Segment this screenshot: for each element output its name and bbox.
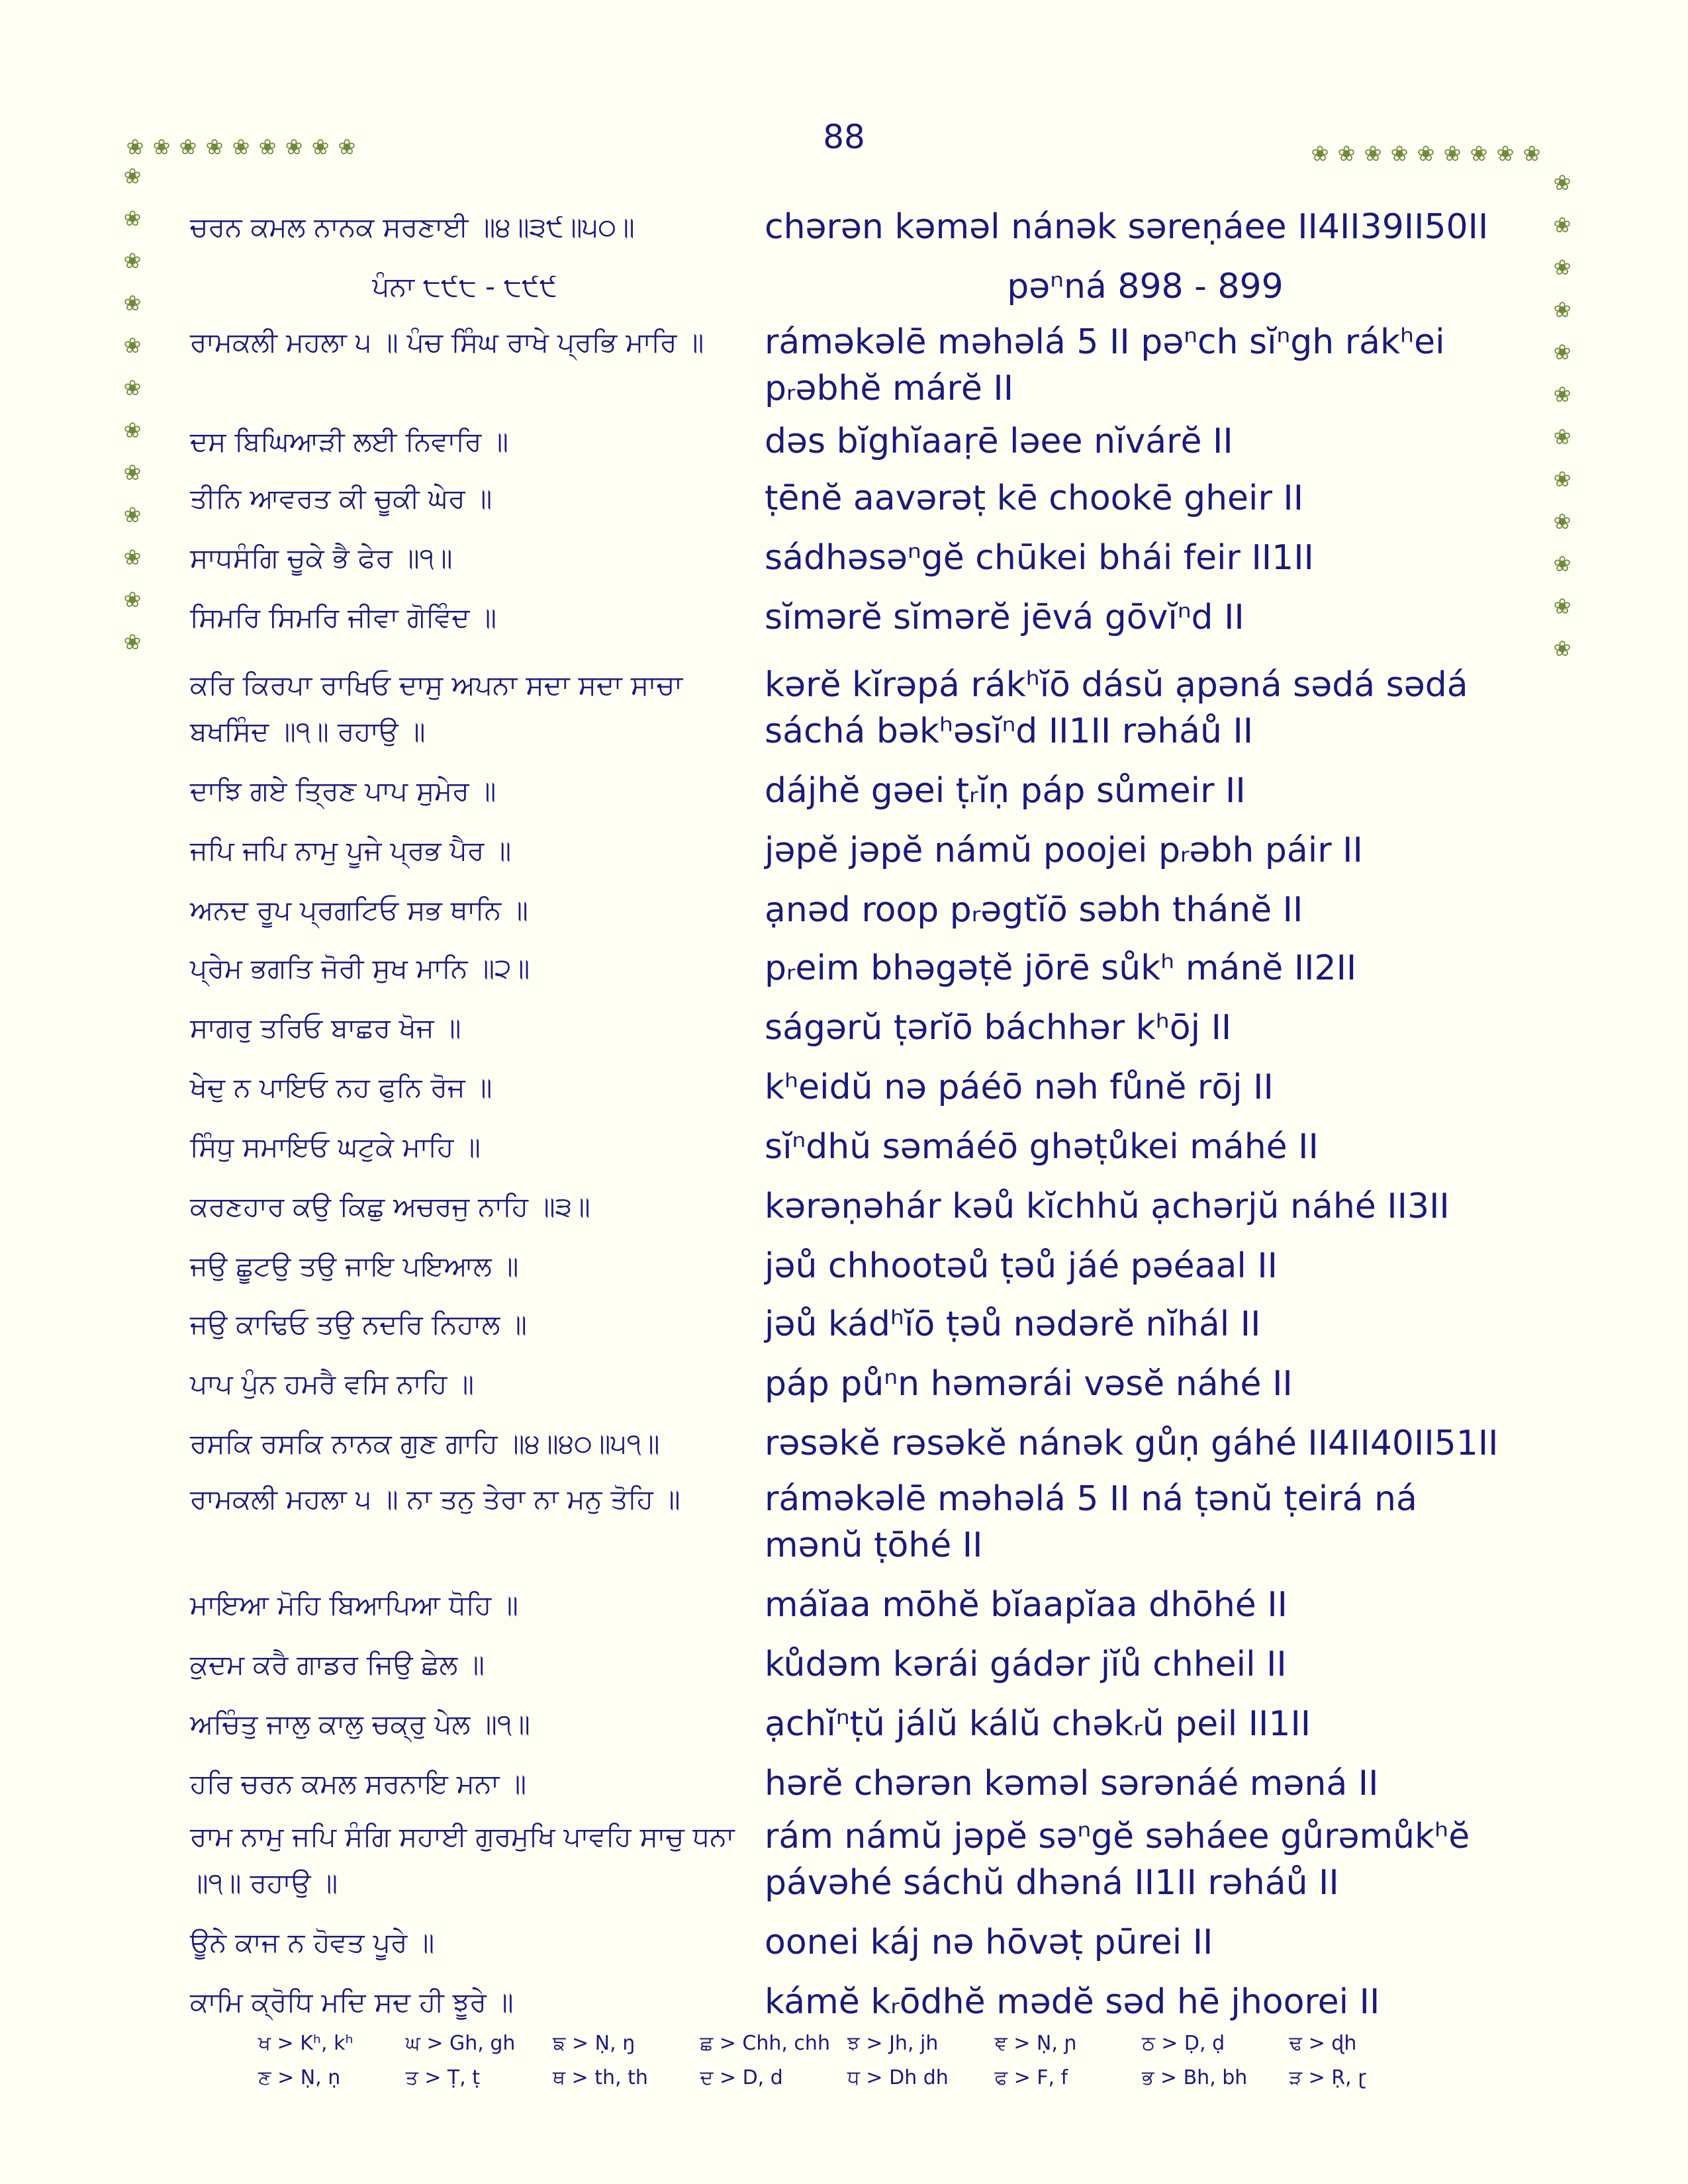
flower-ornament-icon: ❀ (1553, 424, 1571, 449)
transliteration-text: ạchĭⁿṭŭ jálŭ kálŭ chəkᵣŭ peil II1II (765, 1704, 1311, 1744)
gurmukhi-text: ਅਨਦ ਰੂਪ ਪ੍ਰਗਟਿਓ ਸਭ ਥਾਨਿ ॥ (190, 894, 528, 926)
transliteration-text: jəů kádʰĭō ṭəů nədərĕ nĭhál II (765, 1304, 1261, 1344)
transliteration-text: sádhəsəⁿgĕ chūkei bhái feir II1II (765, 538, 1314, 578)
flower-ornament-icon: ❀ (205, 134, 224, 159)
transliteration-text: chərən kəməl nánək səreṇáee II4II39II50II (765, 207, 1489, 247)
gurmukhi-text: ਹਰਿ ਚਰਨ ਕਮਲ ਸਰਨਾਇ ਮਨਾ ॥ (190, 1768, 526, 1799)
gurmukhi-text: ਰਾਮ ਨਾਮੁ ਜਪਿ ਸੰਗਿ ਸਹਾਈ ਗੁਰਮੁਖਿ ਪਾਵਹਿ ਸਾਚੁ ਧਨਾ ॥੧॥ ਰਹਾਉ ॥ (190, 1821, 735, 1899)
legend-entry: ਖ > Kʰ, kʰ (258, 2032, 353, 2055)
gurmukhi-text: ਪਾਪ ਪੁੰਨ ਹਮਰੈ ਵਸਿ ਨਾਹਿ ॥ (190, 1368, 474, 1400)
flower-ornament-icon: ❀ (311, 134, 330, 159)
transliteration-text: dájhĕ gəei ṭᵣĭṇ páp sůmeir II (765, 771, 1246, 811)
flower-ornament-icon: ❀ (123, 248, 142, 273)
gurmukhi-text: ਸਾਧਸੰਗਿ ਚੂਕੇ ਭੈ ਫੇਰ ॥੧॥ (190, 542, 453, 574)
transliteration-text: kərĕ kĭrəpá rákʰĭō dásŭ ạpəná sədá sədá sáchá bəkʰəsĭⁿd II1II rəháů II (765, 665, 1468, 751)
gurmukhi-text: ਪੰਨਾ ੮੯੮ - ੮੯੯ (372, 271, 557, 302)
gurmukhi-text: ਊਨੇ ਕਾਜ ਨ ਹੋਵਤ ਪੂਰੇ ॥ (190, 1927, 435, 1958)
gurmukhi-text: ਜਉ ਛੂਟਉ ਤਉ ਜਾਇ ਪਇਆਲ ॥ (190, 1250, 519, 1282)
flower-ornament-icon: ❀ (123, 418, 142, 443)
flower-ornament-icon: ❀ (1553, 551, 1571, 576)
legend-entry: ਭ > Bh, bh (1142, 2066, 1248, 2089)
flower-ornament-icon: ❀ (1523, 141, 1541, 166)
gurmukhi-text: ਅਚਿੰਤੁ ਜਾਲੁ ਕਾਲੁ ਚਕ੍ਰੁ ਪੇਲ ॥੧॥ (190, 1708, 530, 1740)
flower-ornament-icon: ❀ (1390, 141, 1409, 166)
page-number: 88 (823, 118, 865, 156)
flower-ornament-icon: ❀ (285, 134, 303, 159)
transliteration-text: rám námŭ jəpĕ səⁿgĕ səháee gůrəmůkʰĕ pávəhé sáchŭ dhəná II1II rəháů II (765, 1817, 1470, 1903)
transliteration-text: sĭⁿdhŭ səmáéō ghəṭůkei máhé II (765, 1127, 1319, 1167)
transliteration-text: hərĕ chərən kəməl sərənáé məná II (765, 1764, 1379, 1803)
transliteration-text: kʰeidŭ nə páéō nəh fůnĕ rōj II (765, 1068, 1274, 1107)
gurmukhi-text: ਦਾਝਿ ਗਏ ਤ੍ਰਿਣ ਪਾਪ ਸੁਮੇਰ ॥ (190, 775, 496, 807)
flower-ornament-icon: ❀ (1553, 594, 1571, 619)
transliteration-text: kámĕ kᵣōdhĕ mədĕ səd hē jhoorei II (765, 1982, 1380, 2022)
gurmukhi-text: ਪ੍ਰੇਮ ਭਗਤਿ ਜੋਰੀ ਸੁਖ ਮਾਨਿ ॥੨॥ (190, 952, 530, 984)
flower-ornament-icon: ❀ (1553, 509, 1571, 534)
transliteration-text: pᵣeim bhəgəṭĕ jōrē sůkʰ mánĕ II2II (765, 948, 1357, 988)
transliteration-text: pəⁿná 898 - 899 (1007, 267, 1284, 306)
gurmukhi-text: ਤੀਨਿ ਆਵਰਤ ਕੀ ਚੂਕੀ ਘੇਰ ॥ (190, 482, 492, 514)
flower-ornament-icon: ❀ (1553, 255, 1571, 280)
gurmukhi-text: ਕਰਿ ਕਿਰਪਾ ਰਾਖਿਓ ਦਾਸੁ ਅਪਨਾ ਸਦਾ ਸਦਾ ਸਾਚਾ ਬਖਸਿੰਦ ॥੧॥ ਰਹਾਉ ॥ (190, 669, 683, 747)
transliteration-legend (258, 2032, 1436, 2101)
flower-ornament-icon: ❀ (1364, 141, 1382, 166)
transliteration-text: jəpĕ jəpĕ námŭ poojei pᵣəbh páir II (765, 831, 1363, 870)
flower-ornament-icon: ❀ (1553, 212, 1571, 238)
transliteration-text: kůdəm kərái gádər jĭů chheil II (765, 1645, 1287, 1684)
legend-row (258, 2066, 1436, 2101)
transliteration-text: páp půⁿn həmərái vəsĕ náhé II (765, 1364, 1293, 1404)
flower-ornament-icon: ❀ (1337, 141, 1356, 166)
gurmukhi-text: ਕਰਣਹਾਰ ਕਉ ਕਿਛੁ ਅਚਰਜੁ ਨਾਹਿ ॥੩॥ (190, 1191, 590, 1222)
flower-ornament-icon: ❀ (123, 163, 142, 189)
legend-entry: ਠ > Ḍ, ḍ (1142, 2032, 1225, 2055)
transliteration-text: oonei káj nə hōvəṭ pūrei II (765, 1923, 1213, 1962)
flower-ornament-icon: ❀ (152, 134, 171, 159)
flower-ornament-icon: ❀ (123, 502, 142, 527)
gurmukhi-text: ਸਿੰਧੁ ਸਮਾਇਓ ਘਟੁਕੇ ਮਾਹਿ ॥ (190, 1131, 481, 1163)
flower-ornament-icon: ❀ (123, 291, 142, 316)
legend-entry: ਥ > th, th (553, 2066, 648, 2089)
legend-entry: ਤ > Ṭ, ṭ (405, 2066, 481, 2089)
gurmukhi-text: ਮਾਇਆ ਮੋਹਿ ਬਿਆਪਿਆ ਧੋਹਿ ॥ (190, 1589, 518, 1621)
flower-ornament-icon: ❀ (1417, 141, 1435, 166)
gurmukhi-text: ਰਸਕਿ ਰਸਕਿ ਨਾਨਕ ਗੁਣ ਗਾਹਿ ॥੪॥੪੦॥੫੧॥ (190, 1428, 660, 1459)
flower-ornament-icon: ❀ (1553, 297, 1571, 322)
flower-ornament-icon: ❀ (123, 333, 142, 358)
transliteration-text: máĭaa mōhĕ bĭaapĭaa dhōhé II (765, 1585, 1288, 1625)
flower-ornament-icon: ❀ (123, 587, 142, 612)
flower-ornament-icon: ❀ (1496, 141, 1515, 166)
flower-ornament-icon: ❀ (1470, 141, 1488, 166)
transliteration-text: kərəṇəhár kəů kĭchhŭ ạchərjŭ náhé II3II (765, 1187, 1450, 1226)
flower-ornament-icon: ❀ (123, 460, 142, 485)
legend-entry: ਣ > Ṇ, ṇ (258, 2066, 341, 2089)
legend-entry: ਞ > Ṇ, ɲ (994, 2032, 1077, 2055)
flower-ornament-icon: ❀ (1553, 467, 1571, 492)
gurmukhi-text: ਜਪਿ ਜਪਿ ਨਾਮੁ ਪੂਜੇ ਪ੍ਰਭ ਪੈਰ ॥ (190, 835, 512, 866)
flower-ornament-icon: ❀ (232, 134, 250, 159)
flower-ornament-icon: ❀ (1443, 141, 1462, 166)
flower-ornament-icon: ❀ (126, 134, 144, 159)
transliteration-text: ṭēnĕ aavərəṭ kē chookē gheir II (765, 478, 1304, 518)
transliteration-text: jəů chhootəů ṭəů jáé pəéaal II (765, 1246, 1278, 1286)
legend-entry: ਦ > D, d (700, 2066, 783, 2089)
flower-ornament-icon: ❀ (1311, 141, 1329, 166)
flower-ornament-icon: ❀ (1553, 382, 1571, 407)
transliteration-text: rámәkəlē məhəlá 5 II pəⁿch sĭⁿgh rákʰei pᵣəbhĕ márĕ II (765, 322, 1445, 408)
legend-entry: ਘ > Gh, gh (405, 2032, 516, 2055)
gurmukhi-text: ਕੁਦਮ ਕਰੈ ਗਾਡਰ ਜਿਉ ਛੇਲ ॥ (190, 1649, 485, 1680)
flower-ornament-icon: ❀ (338, 134, 356, 159)
legend-entry: ਫ > F, f (994, 2066, 1068, 2089)
gurmukhi-text: ਰਾਮਕਲੀ ਮਹਲਾ ੫ ॥ ਨਾ ਤਨੁ ਤੇਰਾ ਨਾ ਮਨੁ ਤੋਹਿ ॥ (190, 1483, 680, 1515)
gurmukhi-text: ਚਰਨ ਕਮਲ ਨਾਨਕ ਸਰਣਾਈ ॥੪॥੩੯॥੫੦॥ (190, 211, 635, 243)
flower-ornament-icon: ❀ (1553, 170, 1571, 195)
transliteration-text: dəs bĭghĭaaṛē ləee nĭvárĕ II (765, 422, 1233, 461)
transliteration-text: rámәkəlē məhəlá 5 II ná ṭənŭ ṭeirá ná mənŭ ṭōhé II (765, 1479, 1417, 1565)
gurmukhi-text: ਖੇਦੁ ਨ ਪਾਇਓ ਨਹ ਫੁਨਿ ਰੋਜ ॥ (190, 1071, 492, 1103)
flower-ornament-icon: ❀ (1553, 340, 1571, 365)
legend-entry: ਛ > Chh, chh (700, 2032, 830, 2055)
gurmukhi-text: ਦਸ ਬਿਘਿਆੜੀ ਲਈ ਨਿਵਾਰਿ ॥ (190, 426, 509, 457)
flower-ornament-icon: ❀ (123, 629, 142, 655)
legend-entry: ਝ > Jh, jh (847, 2032, 939, 2055)
flower-ornament-icon: ❀ (123, 375, 142, 400)
flower-ornament-icon: ❀ (179, 134, 197, 159)
gurmukhi-text: ਸਾਗਰੁ ਤਰਿਓ ਬਾਛਰ ਖੋਜ ॥ (190, 1012, 461, 1044)
gurmukhi-text: ਕਾਮਿ ਕ੍ਰੋਧਿ ਮਦਿ ਸਦ ਹੀ ਝੂਰੇ ॥ (190, 1986, 514, 2018)
legend-entry: ਢ > ɖh (1289, 2032, 1357, 2055)
legend-entry: ਧ > Dh dh (847, 2066, 949, 2089)
legend-row (258, 2032, 1436, 2066)
gurmukhi-text: ਸਿਮਰਿ ਸਿਮਰਿ ਜੀਵਾ ਗੋਵਿੰਦ ॥ (190, 602, 497, 633)
flower-ornament-icon: ❀ (123, 545, 142, 570)
legend-entry: ੜ > Ṛ, ɽ (1289, 2066, 1366, 2089)
transliteration-text: sĭmərĕ sĭmərĕ jēvá gōvĭⁿd II (765, 598, 1244, 637)
legend-entry: ਙ > Ṇ, ŋ (553, 2032, 635, 2055)
gurmukhi-text: ਜਉ ਕਾਢਿਓ ਤਉ ਨਦਰਿ ਨਿਹਾਲ ॥ (190, 1308, 527, 1340)
gurmukhi-text: ਰਾਮਕਲੀ ਮਹਲਾ ੫ ॥ ਪੰਚ ਸਿੰਘ ਰਾਖੇ ਪ੍ਰਭਿ ਮਾਰਿ ॥ (190, 326, 704, 358)
transliteration-text: ạnəd roop pᵣəgtĭō səbh thánĕ II (765, 890, 1303, 930)
flower-ornament-icon: ❀ (258, 134, 277, 159)
transliteration-text: ságərŭ ṭərĭō báchhər kʰōj II (765, 1008, 1232, 1048)
transliteration-text: rəsəkĕ rəsəkĕ nánək gůṇ gáhé II4II40II51II (765, 1424, 1499, 1463)
flower-ornament-icon: ❀ (1553, 636, 1571, 661)
flower-ornament-icon: ❀ (123, 206, 142, 231)
